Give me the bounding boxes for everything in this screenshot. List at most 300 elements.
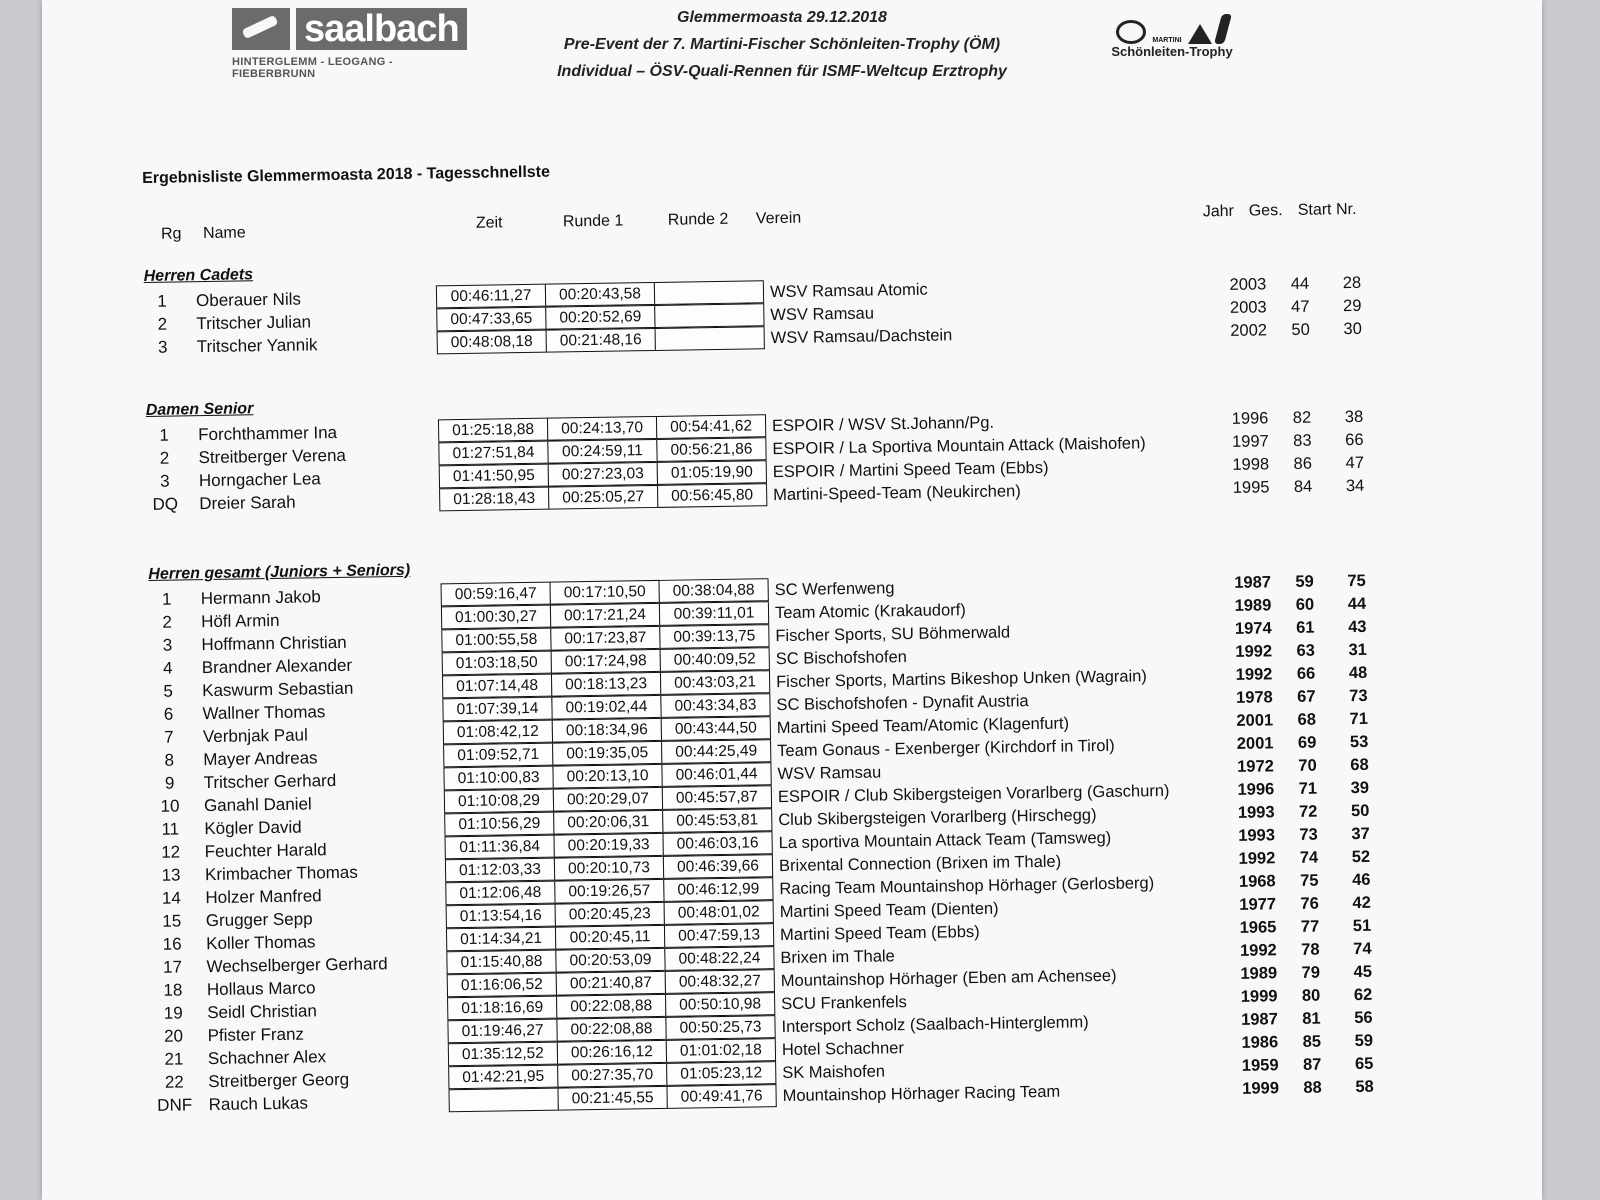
rank-cell: 22	[164, 1072, 184, 1092]
lap2-time-cell: 01:05:19,90	[657, 460, 767, 485]
lap1-time-cell: 00:21:48,16	[546, 328, 656, 353]
club-name: Martini Speed Team (Ebbs)	[779, 922, 980, 945]
overall-number: 73	[1299, 825, 1318, 844]
lap2-time-cell: 00:45:53,81	[662, 808, 772, 833]
lap1-time-cell: 00:19:02,44	[551, 695, 661, 720]
lap2-time-cell: 00:46:03,16	[662, 831, 772, 856]
rank-cell: 17	[162, 957, 183, 977]
lap1-time-cell: 00:19:26,57	[554, 879, 664, 904]
club-name: Mountainshop Hörhager Racing Team	[782, 1082, 1061, 1106]
overall-number: 83	[1293, 431, 1312, 450]
lap2-time-cell: 00:43:44,50	[661, 716, 771, 741]
start-number: 43	[1347, 617, 1367, 637]
lap1-time-cell: 00:18:34,96	[552, 718, 662, 743]
col-header-runde1: Runde 1	[562, 212, 624, 231]
club-name: SC Bischofshofen	[775, 648, 908, 669]
lap1-time-cell: 00:27:35,70	[557, 1063, 667, 1088]
rank-cell: 13	[161, 865, 181, 885]
overall-number: 66	[1296, 664, 1316, 683]
lap1-time-cell: 00:20:06,31	[553, 810, 663, 835]
start-number: 30	[1343, 319, 1362, 339]
start-number: 62	[1353, 985, 1373, 1005]
rank-cell: 14	[161, 888, 182, 908]
lap2-time-cell: 00:56:45,80	[657, 483, 767, 508]
trophy-name: Schönleiten-Trophy	[1111, 44, 1233, 59]
rank-cell: 12	[161, 842, 181, 862]
club-name: Club Skibergsteigen Vorarlberg (Hirschegg)	[778, 806, 1097, 830]
total-time-cell: 01:28:18,43	[439, 487, 549, 512]
rank-cell: 5	[163, 681, 174, 701]
total-time-cell: 01:18:16,69	[447, 996, 557, 1021]
section-title: Herren Cadets	[143, 266, 254, 285]
athlete-name: Wallner Thomas	[202, 702, 326, 724]
rank-cell: 10	[160, 796, 180, 816]
start-number: 71	[1349, 709, 1369, 729]
athlete-name: Rauch Lukas	[208, 1093, 309, 1115]
total-time-cell: 01:10:08,29	[444, 789, 554, 814]
trophy-brand: MARTINI	[1152, 37, 1182, 44]
event-line: Pre-Event der 7. Martini-Fischer Schönleiten-Trophy (ÖM)	[563, 36, 1001, 53]
rank-cell: 4	[162, 658, 173, 678]
total-time-cell	[448, 1088, 558, 1113]
birth-year: 1992	[1235, 642, 1273, 661]
athlete-name: Streitberger Georg	[208, 1069, 350, 1092]
birth-year: 1974	[1234, 619, 1272, 638]
col-header-runde2: Runde 2	[667, 210, 729, 229]
total-time-cell: 01:09:52,71	[443, 743, 553, 768]
lap1-time-cell: 00:20:13,10	[552, 764, 662, 789]
birth-year: 1993	[1237, 803, 1275, 822]
rank-cell: 15	[162, 911, 182, 931]
total-time-cell: 01:42:21,95	[448, 1065, 558, 1090]
overall-number: 50	[1291, 320, 1310, 339]
overall-number: 60	[1295, 595, 1315, 614]
lap2-time-cell: 00:44:25,49	[661, 739, 771, 764]
event-line: Individual – ÖSV-Quali-Rennen für ISMF-Weltcup Erztrophy	[557, 63, 1007, 80]
athlete-name: Grugger Sepp	[205, 909, 313, 931]
rank-cell: 2	[157, 314, 168, 334]
lap2-time-cell: 00:50:10,98	[665, 992, 775, 1017]
ski-mountaineer-icon	[1214, 14, 1232, 44]
total-time-cell: 01:11:36,84	[445, 835, 555, 860]
lap1-time-cell: 00:20:45,23	[555, 902, 665, 927]
club-name: SK Maishofen	[782, 1062, 886, 1083]
rank-cell: 3	[160, 471, 170, 491]
athlete-name: Mayer Andreas	[203, 748, 318, 770]
start-number: 68	[1350, 755, 1369, 775]
club-name: Team Gonaus - Exenberger (Kirchdorf in Tirol)	[777, 736, 1115, 761]
athlete-name: Schachner Alex	[207, 1047, 327, 1069]
athlete-name: Feuchter Harald	[204, 840, 327, 862]
list-title: Ergebnisliste Glemmermoasta 2018 - Tagesschnellste	[142, 163, 551, 187]
birth-year: 1959	[1241, 1056, 1279, 1075]
lap1-time-cell: 00:17:23,87	[550, 626, 660, 651]
lap2-time-cell: 00:47:59,13	[664, 923, 774, 948]
start-number: 56	[1354, 1008, 1373, 1028]
lap2-time-cell: 00:50:25,73	[665, 1015, 775, 1040]
athlete-name: Oberauer Nils	[195, 289, 302, 311]
lap2-time-cell: 00:49:41,76	[666, 1084, 776, 1109]
club-name: SC Werfenweng	[774, 579, 895, 600]
lap1-time-cell: 00:21:45,55	[557, 1086, 667, 1111]
overall-number: 79	[1301, 963, 1321, 982]
club-name: Brixen im Thale	[780, 947, 895, 968]
section-title: Damen Senior	[145, 400, 254, 419]
club-name: WSV Ramsau Atomic	[769, 280, 928, 302]
lap2-time-cell: 00:43:34,83	[660, 693, 770, 718]
birth-year: 2001	[1236, 711, 1274, 730]
athlete-name: Tritscher Julian	[196, 312, 312, 334]
athlete-name: Seidl Christian	[207, 1001, 317, 1023]
total-time-cell: 01:12:06,48	[445, 881, 555, 906]
birth-year: 2003	[1229, 275, 1267, 294]
rank-cell: 11	[161, 819, 180, 839]
athlete-name: Streitberger Verena	[198, 445, 347, 468]
birth-year: 1996	[1231, 409, 1269, 428]
overall-number: 85	[1302, 1032, 1322, 1051]
athlete-name: Verbnjak Paul	[202, 725, 308, 747]
start-number: 44	[1347, 594, 1367, 614]
overall-number: 47	[1290, 297, 1310, 316]
club-name: SC Bischofshofen - Dynafit Austria	[776, 692, 1029, 715]
lap1-time-cell: 00:20:19,33	[553, 833, 663, 858]
start-number: 66	[1345, 430, 1364, 450]
total-time-cell: 01:15:40,88	[446, 950, 556, 975]
club-name: ESPOIR / WSV St.Johann/Pg.	[771, 413, 995, 436]
birth-year: 1989	[1234, 596, 1272, 615]
total-time-cell: 01:00:30,27	[441, 605, 551, 630]
athlete-name: Höfl Armin	[200, 610, 280, 632]
rank-cell: 2	[162, 612, 172, 632]
total-time-cell: 01:41:50,95	[439, 464, 549, 489]
total-time-cell: 00:46:11,27	[436, 284, 546, 309]
birth-year: 1999	[1240, 987, 1278, 1006]
lap1-time-cell: 00:20:29,07	[553, 787, 663, 812]
overall-number: 84	[1293, 477, 1313, 496]
rank-cell: 6	[163, 704, 174, 724]
trophy-logo	[1097, 8, 1247, 59]
lap2-time-cell	[654, 280, 764, 305]
lap1-time-cell: 00:22:08,88	[556, 1017, 666, 1042]
start-number: 52	[1351, 847, 1371, 867]
lap2-time-cell: 00:56:21,86	[656, 437, 766, 462]
lap1-time-cell: 00:17:21,24	[550, 603, 660, 628]
section-title: Herren gesamt (Juniors + Seniors)	[148, 561, 411, 583]
club-name: WSV Ramsau	[777, 763, 882, 784]
section-damen	[145, 381, 1466, 514]
col-header-jahr: Jahr	[1202, 202, 1235, 221]
lap2-time-cell	[655, 326, 765, 351]
lap1-time-cell: 00:25:05,27	[548, 485, 658, 510]
overall-number: 81	[1302, 1009, 1321, 1028]
lap1-time-cell: 00:21:40,87	[556, 971, 666, 996]
skier-logo-icon	[232, 8, 290, 50]
start-number: 59	[1354, 1031, 1374, 1051]
overall-number: 76	[1300, 894, 1319, 913]
lap2-time-cell: 00:46:39,66	[663, 854, 773, 879]
total-time-cell: 01:27:51,84	[438, 441, 548, 466]
col-header-start: Start Nr.	[1297, 200, 1357, 219]
birth-year: 1986	[1241, 1033, 1279, 1052]
rank-cell: 3	[162, 635, 173, 655]
overall-number: 77	[1300, 917, 1320, 936]
athlete-name: Forchthammer Ina	[198, 422, 338, 445]
rank-cell: 2	[159, 448, 170, 468]
lap2-time-cell: 00:39:11,01	[659, 601, 769, 626]
club-name: WSV Ramsau/Dachstein	[770, 326, 953, 348]
total-time-cell: 01:08:42,12	[443, 720, 553, 745]
start-number: 31	[1348, 640, 1368, 660]
rank-cell: 1	[159, 425, 170, 445]
club-name: WSV Ramsau	[770, 304, 875, 325]
total-time-cell: 01:25:18,88	[438, 418, 548, 443]
lap2-time-cell: 00:39:13,75	[659, 624, 769, 649]
logo-subtitle: HINTERGLEMM - LEOGANG - FIEBERBRUNN	[232, 56, 393, 80]
lap1-time-cell: 00:22:08,88	[556, 994, 666, 1019]
rank-cell: 18	[163, 980, 183, 1000]
overall-number: 80	[1301, 986, 1321, 1005]
lap2-time-cell	[654, 303, 764, 328]
lap2-time-cell: 00:54:41,62	[656, 414, 766, 439]
col-header-name: Name	[202, 224, 246, 243]
lap1-time-cell: 00:20:45,11	[555, 925, 665, 950]
saalbach-logo	[232, 8, 477, 80]
athlete-name: Tritscher Yannik	[196, 335, 318, 357]
start-number: 48	[1348, 663, 1368, 683]
lap1-time-cell: 00:19:35,05	[552, 741, 662, 766]
lap2-time-cell: 00:46:12,99	[663, 877, 773, 902]
lap1-time-cell: 00:27:23,03	[548, 462, 658, 487]
start-number: 39	[1350, 778, 1370, 798]
athlete-name: Hollaus Marco	[206, 978, 316, 1000]
event-title	[522, 4, 1042, 85]
athlete-name: Wechselberger Gerhard	[206, 954, 388, 977]
rank-cell: 7	[164, 727, 174, 747]
lap2-time-cell: 00:46:01,44	[661, 762, 771, 787]
start-number: 74	[1353, 939, 1372, 959]
lap1-time-cell: 00:24:59,11	[547, 439, 657, 464]
athlete-name: Kögler David	[204, 817, 302, 839]
start-number: 42	[1352, 893, 1371, 913]
section-herren	[148, 545, 1468, 1115]
athlete-name: Kaswurm Sebastian	[202, 678, 354, 701]
club-name: Fischer Sports, SU Böhmerwald	[775, 623, 1011, 646]
lap1-time-cell: 00:17:10,50	[550, 580, 660, 605]
overall-number: 82	[1292, 408, 1312, 427]
total-time-cell: 01:10:00,83	[443, 766, 553, 791]
rank-cell: 1	[157, 291, 167, 311]
overall-number: 61	[1296, 618, 1315, 637]
start-number: 50	[1350, 801, 1370, 821]
rank-cell: 9	[164, 773, 175, 793]
birth-year: 1972	[1237, 757, 1275, 776]
total-time-cell: 01:07:39,14	[442, 697, 552, 722]
club-name: SCU Frankenfels	[781, 993, 907, 1014]
start-number: 53	[1349, 732, 1369, 752]
lap2-time-cell: 01:01:02,18	[666, 1038, 776, 1063]
rank-cell: 19	[163, 1003, 183, 1023]
start-number: 47	[1345, 453, 1365, 473]
rank-cell: 21	[164, 1049, 184, 1069]
lap2-time-cell: 00:48:32,27	[665, 969, 775, 994]
overall-number: 78	[1301, 940, 1320, 959]
athlete-name: Pfister Franz	[207, 1024, 305, 1046]
lap1-time-cell: 00:26:16,12	[557, 1040, 667, 1065]
rank-cell: DNF	[157, 1095, 193, 1115]
birth-year: 1996	[1237, 780, 1275, 799]
club-name: Martini-Speed-Team (Neukirchen)	[773, 482, 1021, 505]
overall-number: 86	[1293, 454, 1313, 473]
start-number: 45	[1353, 962, 1373, 982]
total-time-cell: 01:03:18,50	[442, 651, 552, 676]
fischer-triangle-icon	[1188, 24, 1212, 44]
overall-number: 75	[1299, 871, 1319, 890]
lap1-time-cell: 00:24:13,70	[547, 416, 657, 441]
total-time-cell: 01:10:56,29	[444, 812, 554, 837]
club-name: ESPOIR / Martini Speed Team (Ebbs)	[772, 458, 1049, 482]
club-name: Martini Speed Team/Atomic (Klagenfurt)	[776, 714, 1070, 738]
overall-number: 63	[1296, 641, 1316, 660]
overall-number: 74	[1299, 848, 1319, 867]
start-number: 73	[1349, 686, 1368, 706]
club-name: Mountainshop Hörhager (Eben am Achensee)	[780, 966, 1117, 991]
overall-number: 67	[1297, 687, 1316, 706]
lap2-time-cell: 00:48:22,24	[664, 946, 774, 971]
birth-year: 2001	[1236, 734, 1274, 753]
start-number: 37	[1351, 824, 1370, 844]
athlete-name: Brandner Alexander	[201, 655, 353, 678]
lap1-time-cell: 00:20:43,58	[545, 282, 655, 307]
club-name: Brixental Connection (Brixen im Thale)	[778, 852, 1062, 876]
lap1-time-cell: 00:20:53,09	[555, 948, 665, 973]
event-line: Glemmermoasta 29.12.2018	[677, 9, 887, 26]
birth-year: 1993	[1238, 826, 1276, 845]
overall-number: 69	[1297, 733, 1317, 752]
athlete-name: Holzer Manfred	[205, 886, 322, 908]
start-number: 46	[1351, 870, 1371, 890]
total-time-cell: 00:48:08,18	[437, 330, 547, 355]
athlete-name: Tritscher Gerhard	[203, 771, 337, 793]
lap2-time-cell: 00:40:09,52	[660, 647, 770, 672]
birth-year: 2002	[1230, 321, 1268, 340]
overall-number: 68	[1297, 710, 1317, 729]
overall-number: 87	[1302, 1055, 1322, 1074]
club-name: Racing Team Mountainshop Hörhager (Gerlosberg)	[779, 874, 1155, 899]
lap1-time-cell: 00:17:24,98	[551, 649, 661, 674]
birth-year: 1987	[1234, 573, 1272, 592]
athlete-name: Horngacher Lea	[198, 469, 321, 491]
overall-number: 88	[1303, 1078, 1322, 1097]
lap2-time-cell: 01:05:23,12	[666, 1061, 776, 1086]
birth-year: 1992	[1239, 941, 1277, 960]
total-time-cell: 01:13:54,16	[446, 904, 556, 929]
start-number: 65	[1354, 1054, 1374, 1074]
logo-wordmark: saalbach	[296, 8, 467, 50]
overall-number: 44	[1290, 274, 1310, 293]
total-time-cell: 01:00:55,58	[441, 628, 551, 653]
club-name: La sportiva Mountain Attack Team (Tamsweg)	[778, 828, 1112, 853]
club-name: ESPOIR / La Sportiva Mountain Attack (Maishofen)	[772, 434, 1146, 459]
athlete-name: Hermann Jakob	[200, 587, 321, 609]
club-name: Intersport Scholz (Saalbach-Hinterglemm)	[781, 1013, 1089, 1037]
col-header-verein: Verein	[755, 209, 802, 228]
athlete-name: Dreier Sarah	[199, 492, 296, 514]
result-list	[142, 149, 1462, 1115]
birth-year: 1997	[1231, 432, 1269, 451]
total-time-cell: 01:19:46,27	[447, 1019, 557, 1044]
rank-cell: 1	[161, 589, 172, 609]
paper-sheet	[42, 0, 1542, 1200]
birth-year: 1992	[1235, 665, 1273, 684]
start-number: 51	[1352, 916, 1372, 936]
lap2-time-cell: 00:43:03,21	[660, 670, 770, 695]
start-number: 38	[1344, 407, 1364, 427]
birth-year: 1968	[1238, 872, 1276, 891]
rank-cell: 20	[163, 1026, 184, 1046]
birth-year: 2003	[1229, 298, 1267, 317]
lap2-time-cell: 00:45:57,87	[662, 785, 772, 810]
total-time-cell: 01:14:34,21	[446, 927, 556, 952]
start-number: 34	[1345, 476, 1365, 496]
lap2-time-cell: 00:48:01,02	[664, 900, 774, 925]
birth-year: 1987	[1240, 1010, 1278, 1029]
birth-year: 1965	[1239, 918, 1277, 937]
rank-cell: DQ	[152, 494, 179, 514]
total-time-cell: 01:16:06,52	[447, 973, 557, 998]
birth-year: 1999	[1242, 1079, 1280, 1098]
birth-year: 1989	[1240, 964, 1278, 983]
athlete-name: Krimbacher Thomas	[204, 862, 358, 885]
birth-year: 1998	[1232, 455, 1270, 474]
start-number: 28	[1342, 273, 1362, 293]
section-cadet	[143, 247, 1464, 357]
birth-year: 1992	[1238, 849, 1276, 868]
club-name: Fischer Sports, Martins Bikeshop Unken (Wagrain)	[775, 667, 1147, 692]
total-time-cell: 00:47:33,65	[436, 307, 546, 332]
birth-year: 1995	[1232, 478, 1270, 497]
club-name: ESPOIR / Club Skibergsteigen Vorarlberg (Gaschurn)	[777, 781, 1170, 807]
col-header-rg: Rg	[160, 225, 182, 243]
lap1-time-cell: 00:18:13,23	[551, 672, 661, 697]
col-header-ges: Ges.	[1248, 202, 1283, 220]
overall-number: 72	[1298, 802, 1318, 821]
rank-cell: 8	[164, 750, 175, 770]
start-number: 29	[1342, 296, 1362, 316]
start-number: 75	[1347, 571, 1366, 591]
athlete-name: Ganahl Daniel	[203, 794, 312, 816]
lap1-time-cell: 00:20:10,73	[554, 856, 664, 881]
start-number: 58	[1355, 1077, 1374, 1097]
total-time-cell: 01:12:03,33	[445, 858, 555, 883]
rank-cell: 3	[157, 337, 168, 357]
col-header-zeit: Zeit	[475, 214, 503, 232]
athlete-name: Koller Thomas	[206, 932, 316, 954]
lap1-time-cell: 00:20:52,69	[545, 305, 655, 330]
total-time-cell: 01:07:14,48	[442, 674, 552, 699]
rank-cell: 16	[162, 934, 182, 954]
lap2-time-cell: 00:38:04,88	[659, 578, 769, 603]
total-time-cell: 00:59:16,47	[441, 582, 551, 607]
birth-year: 1977	[1239, 895, 1277, 914]
overall-number: 59	[1295, 572, 1314, 591]
club-name: Hotel Schachner	[781, 1039, 905, 1060]
total-time-cell: 01:35:12,52	[448, 1042, 558, 1067]
overall-number: 70	[1298, 756, 1317, 775]
club-name: Team Atomic (Krakaudorf)	[774, 601, 966, 623]
martini-logo-icon	[1116, 20, 1146, 44]
club-name: Martini Speed Team (Dienten)	[779, 899, 999, 922]
overall-number: 71	[1298, 779, 1318, 798]
